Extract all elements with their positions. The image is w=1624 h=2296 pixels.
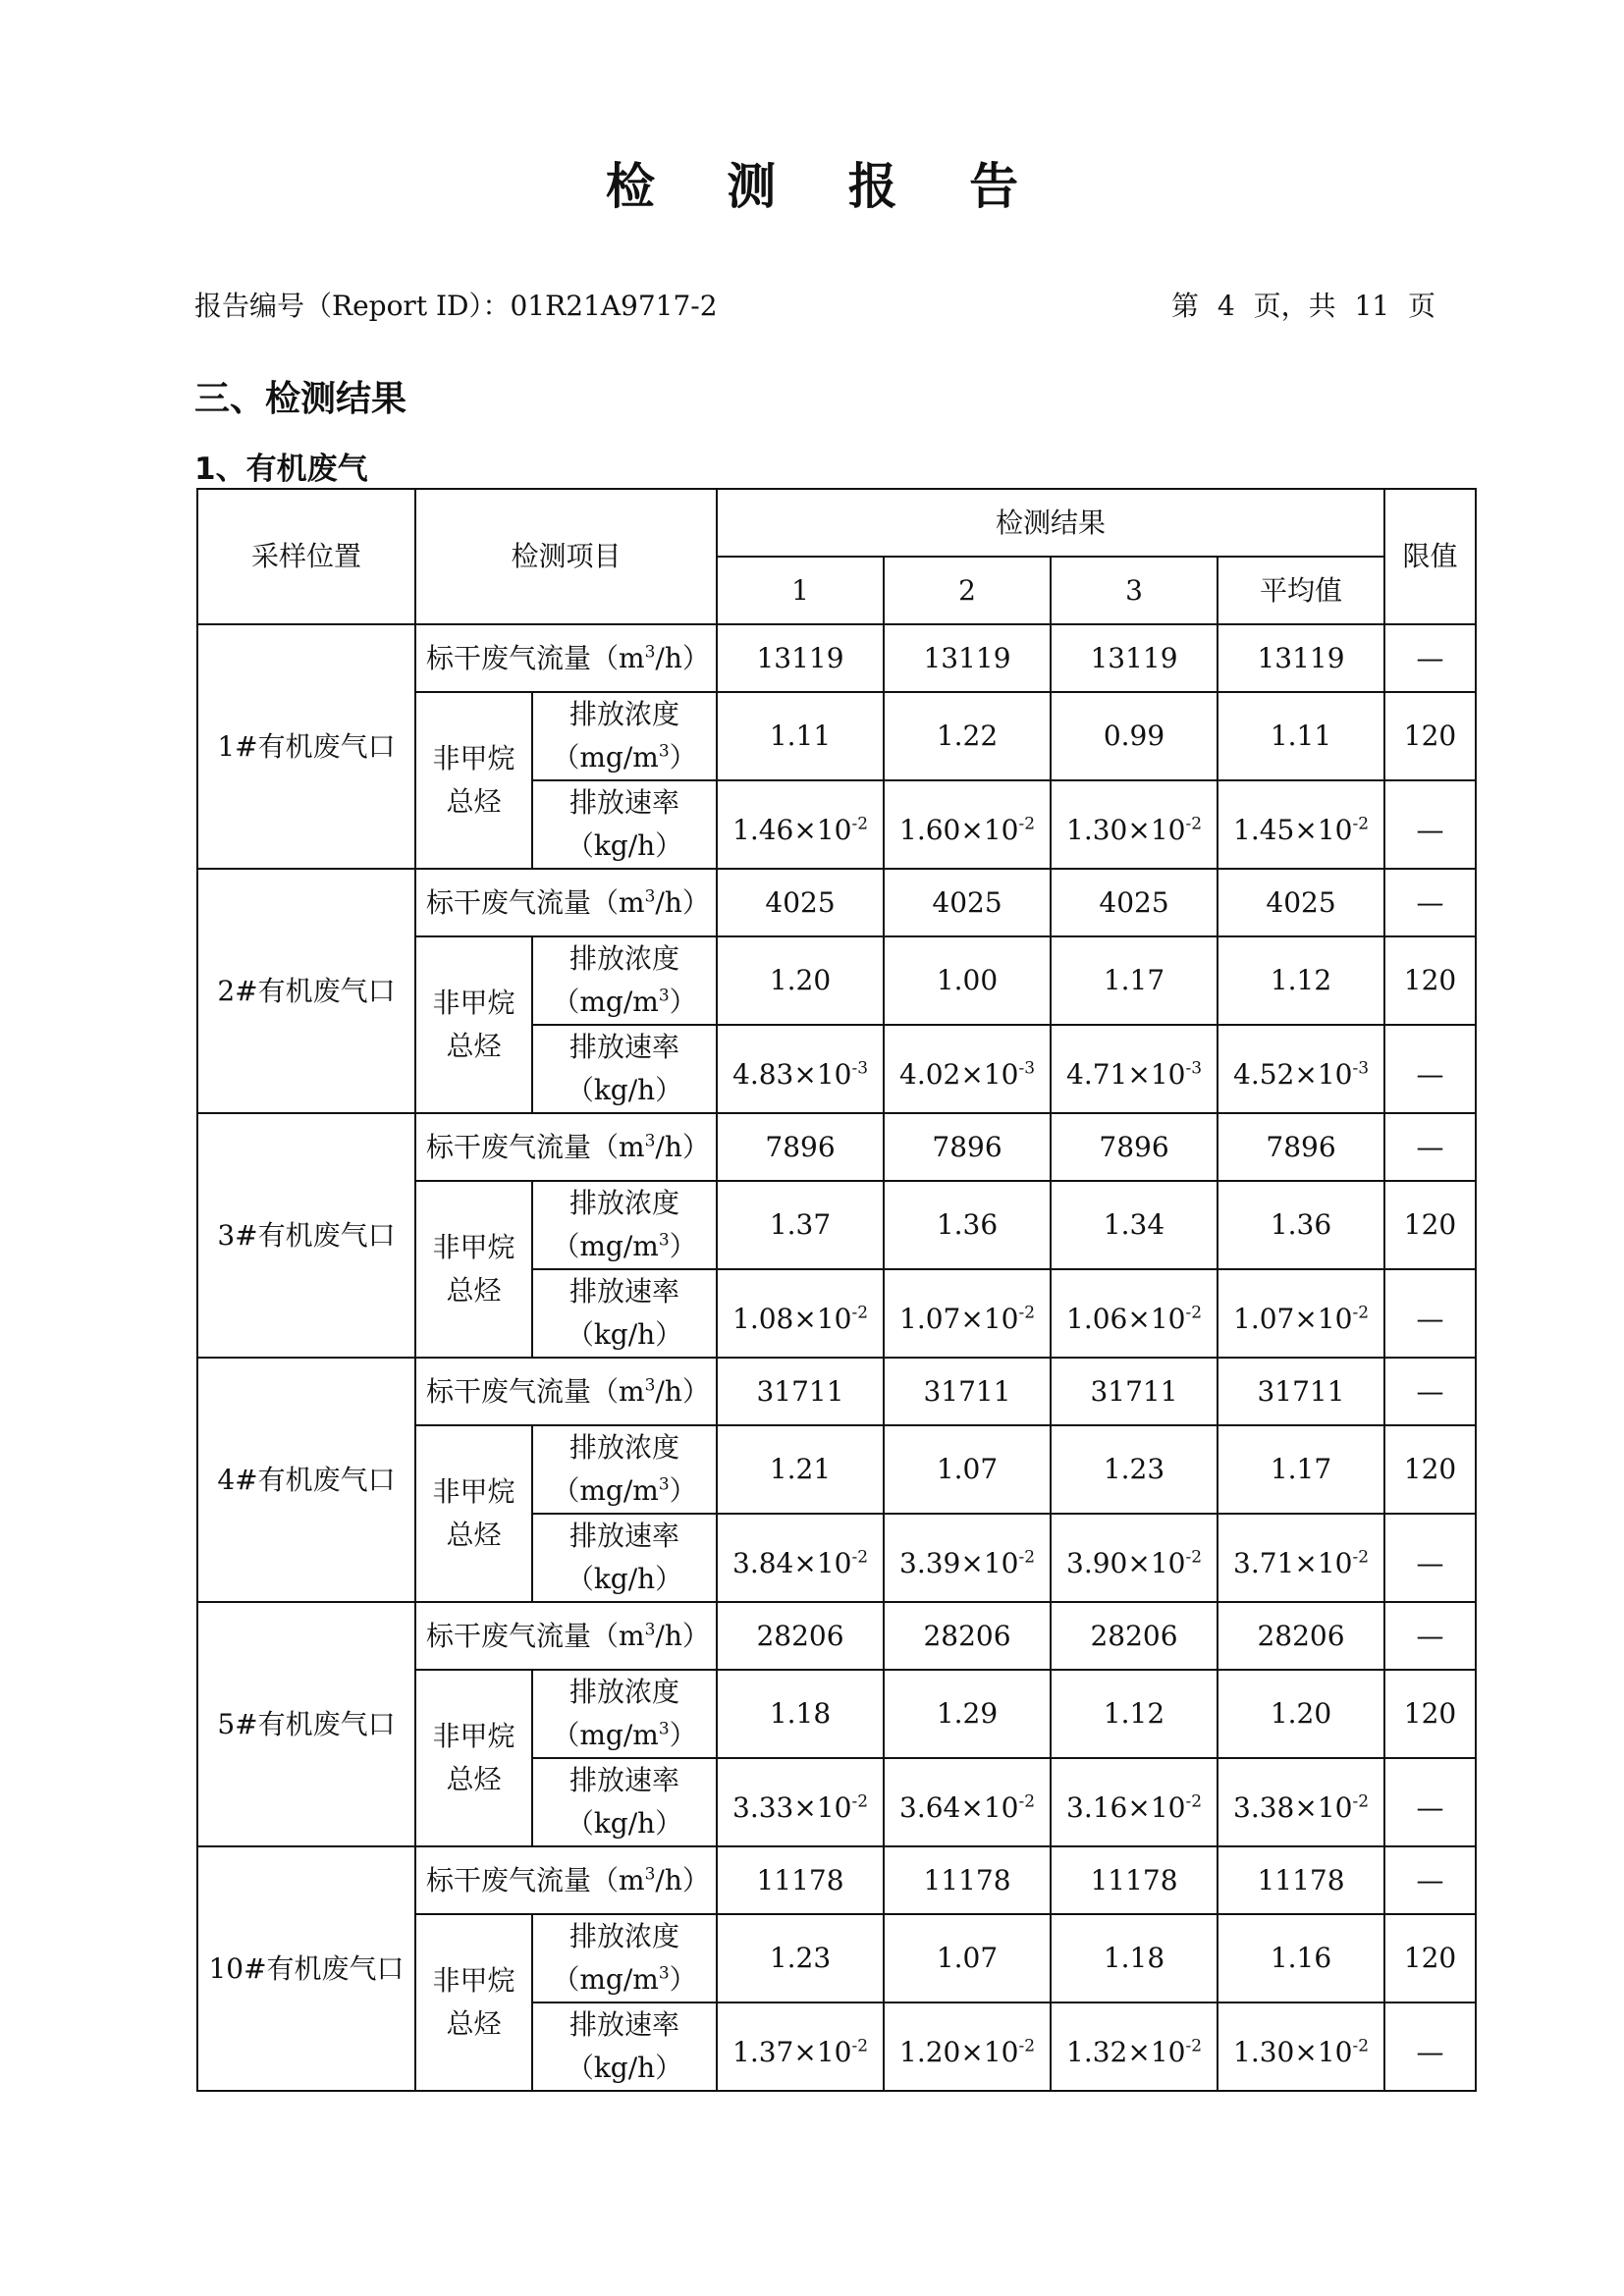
pollutant-line-1: 非甲烷 [432, 1964, 515, 1997]
rate-value-base: 4.71×10 [1066, 1058, 1186, 1091]
flow-label-superscript: 3 [644, 1375, 656, 1396]
rate-value [1218, 780, 1384, 869]
rate-value-base: 1.37×10 [732, 2036, 852, 2068]
concentration-label [532, 692, 717, 780]
concentration-label [532, 1181, 717, 1269]
flow-label-superscript: 3 [644, 1620, 656, 1640]
rate-label [532, 1269, 717, 1358]
pollutant-line-1: 非甲烷 [432, 742, 515, 774]
rate-value-text [732, 1058, 868, 1091]
rate-value [884, 1269, 1051, 1358]
rate-value-exponent: -2 [1352, 1547, 1370, 1568]
rate-value-text [899, 2036, 1035, 2068]
rate-value-exponent: -2 [1185, 814, 1203, 834]
rate-value [1051, 2002, 1218, 2091]
pollutant-cell [415, 1181, 532, 1358]
concentration-label-unit: （mg/m [552, 1474, 659, 1507]
concentration-label-unit: （mg/m [552, 986, 659, 1018]
rate-value [717, 2002, 884, 2091]
rate-value [717, 1758, 884, 1846]
concentration-label-line-1: 排放浓度 [569, 698, 680, 730]
rate-value-text [899, 1303, 1035, 1335]
rate-value-base: 3.16×10 [1066, 1791, 1186, 1824]
rate-value-text [1066, 814, 1202, 846]
concentration-limit: 120 [1384, 936, 1476, 1025]
flow-value: 11178 [884, 1846, 1051, 1914]
rate-limit-text: — [1416, 1547, 1444, 1579]
rate-value-text [1066, 1058, 1202, 1091]
rate-label [532, 1025, 717, 1113]
location-cell: 5#有机废气口 [197, 1602, 415, 1846]
rate-limit [1384, 1758, 1476, 1846]
flow-label [415, 1113, 717, 1181]
rate-value-base: 1.30×10 [1233, 2036, 1353, 2068]
rate-label-line-2: （kg/h） [566, 1563, 683, 1595]
rate-value-exponent: -2 [1185, 1303, 1203, 1323]
rate-value [1218, 1269, 1384, 1358]
rate-label-line-2: （kg/h） [566, 1318, 683, 1351]
concentration-label-unit: （mg/m [552, 1230, 659, 1262]
rate-limit [1384, 2002, 1476, 2091]
report-title: 检 测 报 告 [605, 158, 1047, 215]
rate-value-base: 1.07×10 [1233, 1303, 1353, 1335]
flow-label-text: 标干废气流量（m [426, 641, 645, 674]
flow-label-unit-end: /h） [655, 1863, 710, 1896]
rate-value-text [1233, 1058, 1369, 1091]
rate-value-text [899, 1547, 1035, 1579]
pollutant-line-2: 总烃 [446, 1519, 502, 1551]
rate-label [532, 780, 717, 869]
rate-limit [1384, 1269, 1476, 1358]
rate-value-base: 3.33×10 [732, 1791, 852, 1824]
rate-value-base: 3.38×10 [1233, 1791, 1353, 1824]
concentration-value: 1.16 [1218, 1914, 1384, 2002]
rate-value-exponent: -2 [1018, 2036, 1036, 2056]
flow-label-superscript: 3 [644, 642, 656, 663]
header-results: 检测结果 [717, 489, 1384, 557]
flow-row [197, 1602, 1476, 1670]
concentration-value: 1.21 [717, 1425, 884, 1514]
flow-limit: — [1384, 869, 1476, 936]
pollutant-line-1: 非甲烷 [432, 987, 515, 1019]
concentration-value: 1.12 [1051, 1670, 1218, 1758]
concentration-unit-superscript: 3 [658, 1963, 670, 1984]
concentration-label-unit: （mg/m [552, 741, 659, 774]
rate-label-line-1: 排放速率 [569, 2008, 680, 2041]
pollutant-line-1: 非甲烷 [432, 1720, 515, 1752]
flow-value: 28206 [1051, 1602, 1218, 1670]
concentration-label-unit-end: ） [669, 741, 697, 774]
flow-value: 4025 [717, 869, 884, 936]
flow-value: 7896 [884, 1113, 1051, 1181]
rate-value-exponent: -2 [1352, 1303, 1370, 1323]
rate-value [884, 1758, 1051, 1846]
concentration-label [532, 1425, 717, 1514]
rate-value-exponent: -2 [1018, 1303, 1036, 1323]
rate-value [1218, 1514, 1384, 1602]
rate-value-base: 4.83×10 [732, 1058, 852, 1091]
concentration-label-unit: （mg/m [552, 1963, 659, 1996]
rate-limit-text: — [1416, 1303, 1444, 1335]
rate-value-text [1066, 2036, 1202, 2068]
rate-value-exponent: -2 [1018, 814, 1036, 834]
rate-value-text [1066, 1791, 1202, 1824]
rate-value-text [1233, 1791, 1369, 1824]
flow-limit: — [1384, 1113, 1476, 1181]
pollutant-line-1: 非甲烷 [432, 1231, 515, 1263]
flow-limit: — [1384, 1358, 1476, 1425]
concentration-value: 1.22 [884, 692, 1051, 780]
location-cell: 2#有机废气口 [197, 869, 415, 1113]
concentration-unit-superscript: 3 [658, 986, 670, 1006]
flow-value: 4025 [1051, 869, 1218, 936]
rate-value-base: 1.06×10 [1066, 1303, 1186, 1335]
rate-value-text [732, 814, 868, 846]
concentration-label-unit-end: ） [669, 986, 697, 1018]
pollutant-line-2: 总烃 [446, 1030, 502, 1062]
flow-label-unit-end: /h） [655, 641, 710, 674]
rate-label [532, 2002, 717, 2091]
report-id: 报告编号（Report ID）：01R21A9717-2 [194, 290, 718, 322]
header-location: 采样位置 [197, 489, 415, 624]
flow-label-unit-end: /h） [655, 1130, 710, 1163]
rate-value [884, 1025, 1051, 1113]
flow-limit: — [1384, 1602, 1476, 1670]
flow-value: 31711 [1218, 1358, 1384, 1425]
rate-value [884, 780, 1051, 869]
flow-value: 31711 [1051, 1358, 1218, 1425]
flow-value: 13119 [717, 624, 884, 692]
rate-value-exponent: -2 [1018, 1791, 1036, 1812]
rate-value [884, 1514, 1051, 1602]
rate-value-base: 3.64×10 [899, 1791, 1019, 1824]
concentration-label [532, 936, 717, 1025]
rate-value-base: 1.08×10 [732, 1303, 852, 1335]
flow-label-superscript: 3 [644, 886, 656, 907]
flow-value: 11178 [717, 1846, 884, 1914]
rate-limit [1384, 1025, 1476, 1113]
rate-value-base: 4.52×10 [1233, 1058, 1353, 1091]
flow-label [415, 1602, 717, 1670]
rate-value [884, 2002, 1051, 2091]
rate-label-line-1: 排放速率 [569, 1275, 680, 1308]
rate-label [532, 1514, 717, 1602]
rate-value [1051, 780, 1218, 869]
flow-label-unit-end: /h） [655, 1619, 710, 1652]
rate-label [532, 1758, 717, 1846]
concentration-value: 1.20 [717, 936, 884, 1025]
rate-value-text [899, 1791, 1035, 1824]
rate-value-exponent: -2 [851, 814, 869, 834]
location-cell: 10#有机废气口 [197, 1846, 415, 2091]
concentration-value: 1.17 [1218, 1425, 1384, 1514]
flow-label-unit-end: /h） [655, 1374, 710, 1408]
rate-value-base: 4.02×10 [899, 1058, 1019, 1091]
rate-value-exponent: -2 [851, 1303, 869, 1323]
rate-value-exponent: -3 [1018, 1058, 1036, 1079]
rate-value-base: 3.84×10 [732, 1547, 852, 1579]
rate-value-exponent: -2 [1352, 1791, 1370, 1812]
flow-value: 7896 [717, 1113, 884, 1181]
rate-label-line-1: 排放速率 [569, 1520, 680, 1552]
pollutant-line-2: 总烃 [446, 785, 502, 818]
flow-limit: — [1384, 1846, 1476, 1914]
subsection-heading: 1、有机废气 [194, 452, 368, 487]
flow-label-text: 标干废气流量（m [426, 885, 645, 919]
flow-value: 4025 [884, 869, 1051, 936]
rate-value-text [899, 1058, 1035, 1091]
pollutant-cell [415, 1425, 532, 1602]
rate-limit [1384, 1514, 1476, 1602]
concentration-limit: 120 [1384, 1425, 1476, 1514]
pollutant-cell [415, 692, 532, 869]
header-col-1: 1 [717, 557, 884, 624]
flow-row [197, 1358, 1476, 1425]
rate-value-base: 3.90×10 [1066, 1547, 1186, 1579]
flow-label-text: 标干废气流量（m [426, 1130, 645, 1163]
concentration-limit: 120 [1384, 1670, 1476, 1758]
rate-value [1218, 2002, 1384, 2091]
rate-value-text [1233, 1547, 1369, 1579]
rate-value-base: 1.30×10 [1066, 814, 1186, 846]
concentration-unit-superscript: 3 [658, 741, 670, 762]
concentration-value: 1.11 [1218, 692, 1384, 780]
rate-limit-text: — [1416, 814, 1444, 846]
flow-label [415, 624, 717, 692]
rate-value-exponent: -2 [1185, 1791, 1203, 1812]
rate-label-line-1: 排放速率 [569, 1764, 680, 1796]
rate-value-base: 1.07×10 [899, 1303, 1019, 1335]
rate-value-text [1066, 1547, 1202, 1579]
rate-label-line-2: （kg/h） [566, 829, 683, 862]
header-limit: 限值 [1384, 489, 1476, 624]
rate-value-base: 1.32×10 [1066, 2036, 1186, 2068]
concentration-limit: 120 [1384, 1181, 1476, 1269]
header-col-3: 3 [1051, 557, 1218, 624]
flow-label [415, 1358, 717, 1425]
flow-row [197, 1846, 1476, 1914]
rate-value-text [1233, 2036, 1369, 2068]
concentration-value: 1.29 [884, 1670, 1051, 1758]
rate-value-base: 1.20×10 [899, 2036, 1019, 2068]
flow-value: 7896 [1218, 1113, 1384, 1181]
rate-value-exponent: -3 [1352, 1058, 1370, 1079]
concentration-value: 1.17 [1051, 936, 1218, 1025]
rate-value-text [732, 2036, 868, 2068]
pollutant-line-2: 总烃 [446, 2007, 502, 2040]
rate-limit-text: — [1416, 1791, 1444, 1824]
rate-value [1218, 1758, 1384, 1846]
concentration-value: 1.12 [1218, 936, 1384, 1025]
concentration-value: 1.23 [717, 1914, 884, 2002]
concentration-label-line-1: 排放浓度 [569, 1431, 680, 1464]
flow-value: 31711 [884, 1358, 1051, 1425]
flow-value: 31711 [717, 1358, 884, 1425]
rate-value-exponent: -3 [851, 1058, 869, 1079]
pollutant-line-1: 非甲烷 [432, 1475, 515, 1508]
pollutant-cell [415, 1914, 532, 2091]
flow-value: 11178 [1051, 1846, 1218, 1914]
rate-value-exponent: -2 [851, 1791, 869, 1812]
rate-limit-text: — [1416, 2036, 1444, 2068]
flow-value: 7896 [1051, 1113, 1218, 1181]
header-item: 检测项目 [415, 489, 717, 624]
flow-value: 4025 [1218, 869, 1384, 936]
header-col-2: 2 [884, 557, 1051, 624]
header-col-avg: 平均值 [1218, 557, 1384, 624]
concentration-value: 1.34 [1051, 1181, 1218, 1269]
location-cell: 3#有机废气口 [197, 1113, 415, 1358]
rate-value-exponent: -2 [1018, 1547, 1036, 1568]
rate-value-text [1233, 1303, 1369, 1335]
location-cell: 4#有机废气口 [197, 1358, 415, 1602]
rate-value [717, 780, 884, 869]
rate-value-text [732, 1303, 868, 1335]
flow-label-text: 标干废气流量（m [426, 1863, 645, 1896]
flow-label [415, 1846, 717, 1914]
flow-row [197, 624, 1476, 692]
flow-value: 28206 [1218, 1602, 1384, 1670]
concentration-label-line-1: 排放浓度 [569, 1920, 680, 1952]
pollutant-cell [415, 1670, 532, 1846]
rate-label-line-2: （kg/h） [566, 1074, 683, 1106]
concentration-label-line-1: 排放浓度 [569, 942, 680, 975]
rate-label-line-1: 排放速率 [569, 1031, 680, 1063]
rate-value [1218, 1025, 1384, 1113]
concentration-value: 1.36 [884, 1181, 1051, 1269]
results-table [196, 488, 1477, 2092]
rate-value-base: 3.39×10 [899, 1547, 1019, 1579]
section-heading: 三、检测结果 [194, 379, 407, 419]
concentration-value: 1.07 [884, 1914, 1051, 2002]
rate-label-line-1: 排放速率 [569, 786, 680, 819]
rate-value-exponent: -2 [1185, 2036, 1203, 2056]
rate-value-base: 1.60×10 [899, 814, 1019, 846]
pollutant-cell [415, 936, 532, 1113]
flow-row [197, 1113, 1476, 1181]
pollutant-line-2: 总烃 [446, 1274, 502, 1307]
concentration-label-unit-end: ） [669, 1474, 697, 1507]
concentration-unit-superscript: 3 [658, 1230, 670, 1251]
concentration-label-unit-end: ） [669, 1963, 697, 1996]
rate-value-exponent: -2 [1352, 814, 1370, 834]
page-number: 第 4 页，共 11 页 [1170, 290, 1435, 322]
flow-value: 13119 [884, 624, 1051, 692]
concentration-value: 1.37 [717, 1181, 884, 1269]
concentration-limit: 120 [1384, 692, 1476, 780]
rate-value-base: 3.71×10 [1233, 1547, 1353, 1579]
concentration-label-line-1: 排放浓度 [569, 1676, 680, 1708]
concentration-value: 1.18 [1051, 1914, 1218, 2002]
rate-value [1051, 1758, 1218, 1846]
concentration-value: 1.20 [1218, 1670, 1384, 1758]
concentration-label-line-1: 排放浓度 [569, 1187, 680, 1219]
rate-limit-text: — [1416, 1058, 1444, 1091]
rate-limit [1384, 780, 1476, 869]
concentration-value: 1.36 [1218, 1181, 1384, 1269]
rate-value-text [1066, 1303, 1202, 1335]
header-row-1 [197, 489, 1476, 557]
concentration-value: 1.18 [717, 1670, 884, 1758]
flow-row [197, 869, 1476, 936]
concentration-limit: 120 [1384, 1914, 1476, 2002]
rate-value-exponent: -2 [851, 2036, 869, 2056]
concentration-value: 1.23 [1051, 1425, 1218, 1514]
rate-value [717, 1025, 884, 1113]
flow-value: 13119 [1218, 624, 1384, 692]
concentration-value: 1.00 [884, 936, 1051, 1025]
location-cell: 1#有机废气口 [197, 624, 415, 869]
flow-value: 28206 [717, 1602, 884, 1670]
rate-value-exponent: -2 [1185, 1547, 1203, 1568]
flow-label-superscript: 3 [644, 1131, 656, 1151]
flow-value: 11178 [1218, 1846, 1384, 1914]
rate-value-exponent: -2 [851, 1547, 869, 1568]
concentration-label [532, 1670, 717, 1758]
rate-value-text [899, 814, 1035, 846]
rate-value-base: 1.46×10 [732, 814, 852, 846]
pollutant-line-2: 总烃 [446, 1763, 502, 1795]
rate-value-exponent: -3 [1185, 1058, 1203, 1079]
concentration-unit-superscript: 3 [658, 1719, 670, 1739]
rate-label-line-2: （kg/h） [566, 1807, 683, 1840]
concentration-value: 1.07 [884, 1425, 1051, 1514]
concentration-value: 0.99 [1051, 692, 1218, 780]
flow-value: 28206 [884, 1602, 1051, 1670]
rate-value [1051, 1025, 1218, 1113]
concentration-label-unit: （mg/m [552, 1719, 659, 1751]
rate-value [1051, 1514, 1218, 1602]
concentration-label-unit-end: ） [669, 1719, 697, 1751]
flow-label [415, 869, 717, 936]
rate-value [717, 1269, 884, 1358]
flow-label-text: 标干废气流量（m [426, 1619, 645, 1652]
flow-label-unit-end: /h） [655, 885, 710, 919]
rate-value-text [1233, 814, 1369, 846]
flow-limit: — [1384, 624, 1476, 692]
rate-value-exponent: -2 [1352, 2036, 1370, 2056]
rate-value [717, 1514, 884, 1602]
flow-label-text: 标干废气流量（m [426, 1374, 645, 1408]
rate-value [1051, 1269, 1218, 1358]
rate-value-base: 1.45×10 [1233, 814, 1353, 846]
flow-label-superscript: 3 [644, 1864, 656, 1885]
rate-value-text [732, 1547, 868, 1579]
concentration-label-unit-end: ） [669, 1230, 697, 1262]
rate-label-line-2: （kg/h） [566, 2052, 683, 2084]
concentration-unit-superscript: 3 [658, 1474, 670, 1495]
concentration-value: 1.11 [717, 692, 884, 780]
rate-value-text [732, 1791, 868, 1824]
flow-value: 13119 [1051, 624, 1218, 692]
concentration-label [532, 1914, 717, 2002]
